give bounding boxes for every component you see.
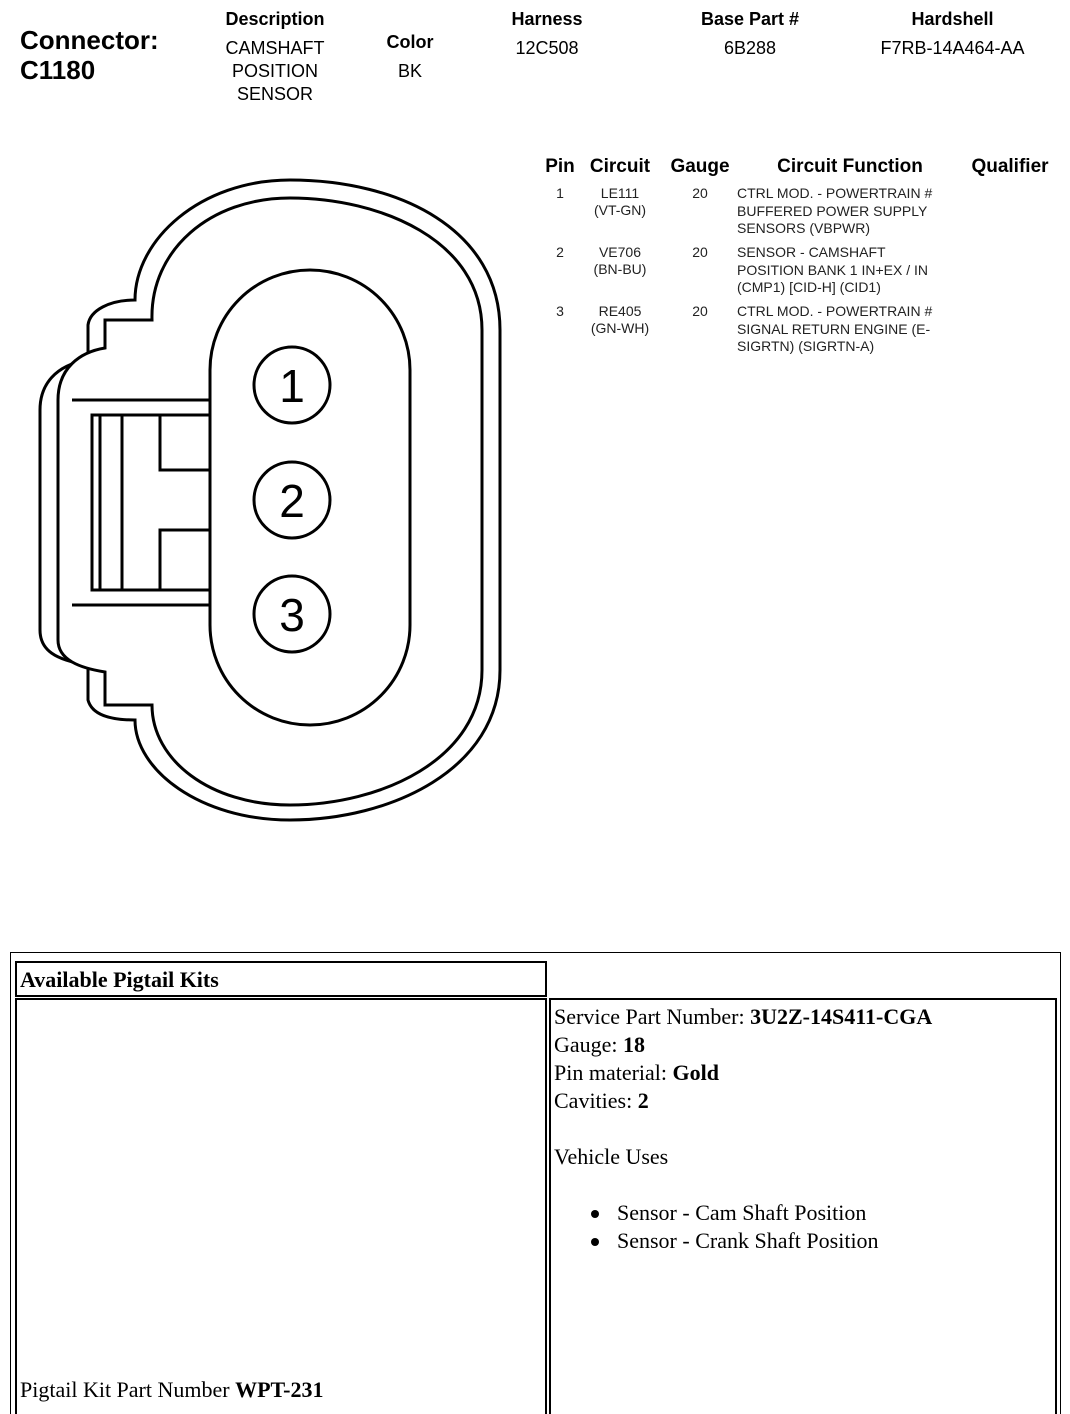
kit-part-label: Pigtail Kit Part Number bbox=[20, 1377, 230, 1402]
pin-3 bbox=[254, 576, 330, 652]
connector-face-diagram bbox=[0, 140, 520, 840]
pigtail-title-box bbox=[15, 961, 547, 997]
function-cell bbox=[737, 303, 969, 356]
pigtail-details bbox=[554, 1003, 932, 1255]
function-cell bbox=[737, 185, 969, 238]
description-value bbox=[195, 37, 355, 106]
pin-1-label: 1 bbox=[279, 360, 305, 412]
function-line: POSITION BANK 1 IN+EX / IN bbox=[737, 261, 928, 278]
base-part-value: 6B288 bbox=[723, 38, 777, 58]
cavities-value: 2 bbox=[637, 1088, 649, 1113]
pin-material-value: Gold bbox=[672, 1060, 719, 1085]
gauge-cell: 20 bbox=[692, 303, 708, 319]
pin-2-label: 2 bbox=[279, 475, 305, 527]
connector-label: Connector: bbox=[20, 25, 159, 55]
hardshell-value: F7RB-14A464-AA bbox=[880, 38, 1025, 58]
gauge-cell: 20 bbox=[692, 244, 708, 260]
circuit-column-header: Circuit bbox=[589, 156, 651, 177]
pin-number: 2 bbox=[556, 244, 564, 260]
color-value: BK bbox=[397, 61, 422, 81]
circuit-color: (BN-BU) bbox=[593, 261, 647, 277]
gauge-cell: 20 bbox=[692, 185, 708, 201]
circuit-id: RE405 bbox=[598, 303, 642, 319]
circuit-cell bbox=[585, 303, 655, 337]
harness-header: Harness bbox=[511, 9, 583, 29]
pin-1 bbox=[254, 347, 330, 423]
list-item bbox=[591, 1227, 932, 1255]
description-line: SENSOR bbox=[236, 84, 314, 104]
function-cell bbox=[737, 244, 969, 297]
function-line: SENSOR - CAMSHAFT bbox=[737, 244, 886, 260]
function-line: CTRL MOD. - POWERTRAIN # bbox=[737, 185, 933, 201]
harness-value: 12C508 bbox=[515, 38, 579, 58]
service-part-line bbox=[554, 1003, 932, 1031]
vehicle-uses-heading: Vehicle Uses bbox=[554, 1144, 669, 1169]
circuit-cell bbox=[585, 244, 655, 278]
hardshell-header: Hardshell bbox=[911, 9, 994, 29]
color-header: Color bbox=[386, 32, 434, 52]
vehicle-use-text: Sensor - Cam Shaft Position bbox=[617, 1200, 867, 1225]
base-part-header: Base Part # bbox=[700, 9, 800, 29]
cavities-line bbox=[554, 1087, 932, 1115]
service-part-label: Service Part Number: bbox=[554, 1004, 745, 1029]
pigtail-kit-part-number bbox=[20, 1376, 324, 1404]
function-line: BUFFERED POWER SUPPLY bbox=[737, 202, 928, 219]
gauge-line bbox=[554, 1031, 932, 1059]
pigtail-image-cell bbox=[15, 998, 547, 1414]
table-row bbox=[530, 185, 1070, 241]
pin-column-header: Pin bbox=[545, 156, 575, 177]
function-column-header: Circuit Function bbox=[777, 156, 923, 177]
description-line: CAMSHAFT bbox=[225, 38, 325, 58]
function-line: (CMP1) [CID-H] (CID1) bbox=[737, 279, 881, 295]
circuit-id: VE706 bbox=[598, 244, 642, 260]
pigtail-title: Available Pigtail Kits bbox=[20, 967, 219, 992]
table-row bbox=[530, 244, 1070, 300]
gauge-label: Gauge: bbox=[554, 1032, 618, 1057]
gauge-value: 18 bbox=[623, 1032, 646, 1057]
gauge-column-header: Gauge bbox=[670, 156, 730, 177]
kit-part-value: WPT-231 bbox=[235, 1377, 324, 1402]
cavities-label: Cavities: bbox=[554, 1088, 633, 1113]
function-line: SIGRTN) (SIGRTN-A) bbox=[737, 338, 875, 354]
description-header: Description bbox=[225, 9, 325, 29]
table-row bbox=[530, 303, 1070, 359]
pin-table bbox=[530, 156, 1070, 376]
service-part-value: 3U2Z-14S411-CGA bbox=[750, 1004, 933, 1029]
pin-2 bbox=[254, 462, 330, 538]
circuit-color: (VT-GN) bbox=[593, 202, 647, 218]
function-line: SENSORS (VBPWR) bbox=[737, 220, 871, 236]
circuit-cell bbox=[585, 185, 655, 219]
list-item bbox=[591, 1199, 932, 1227]
function-line: CTRL MOD. - POWERTRAIN # bbox=[737, 303, 933, 319]
qualifier-column-header: Qualifier bbox=[971, 156, 1049, 177]
bullet-icon bbox=[591, 1210, 599, 1218]
pin-3-label: 3 bbox=[279, 589, 305, 641]
vehicle-uses-list bbox=[591, 1199, 932, 1255]
connector-id: C1180 bbox=[20, 55, 96, 85]
bullet-icon bbox=[591, 1238, 599, 1246]
description-line: POSITION bbox=[231, 61, 318, 81]
pin-number: 1 bbox=[556, 185, 564, 201]
circuit-id: LE111 bbox=[600, 185, 640, 201]
pin-number: 3 bbox=[556, 303, 564, 319]
vehicle-use-text: Sensor - Crank Shaft Position bbox=[617, 1228, 879, 1253]
function-line: SIGNAL RETURN ENGINE (E- bbox=[737, 320, 931, 337]
circuit-color: (GN-WH) bbox=[590, 320, 650, 336]
pin-material-label: Pin material: bbox=[554, 1060, 668, 1085]
pin-material-line bbox=[554, 1059, 932, 1087]
pigtail-details-cell bbox=[549, 998, 1057, 1414]
